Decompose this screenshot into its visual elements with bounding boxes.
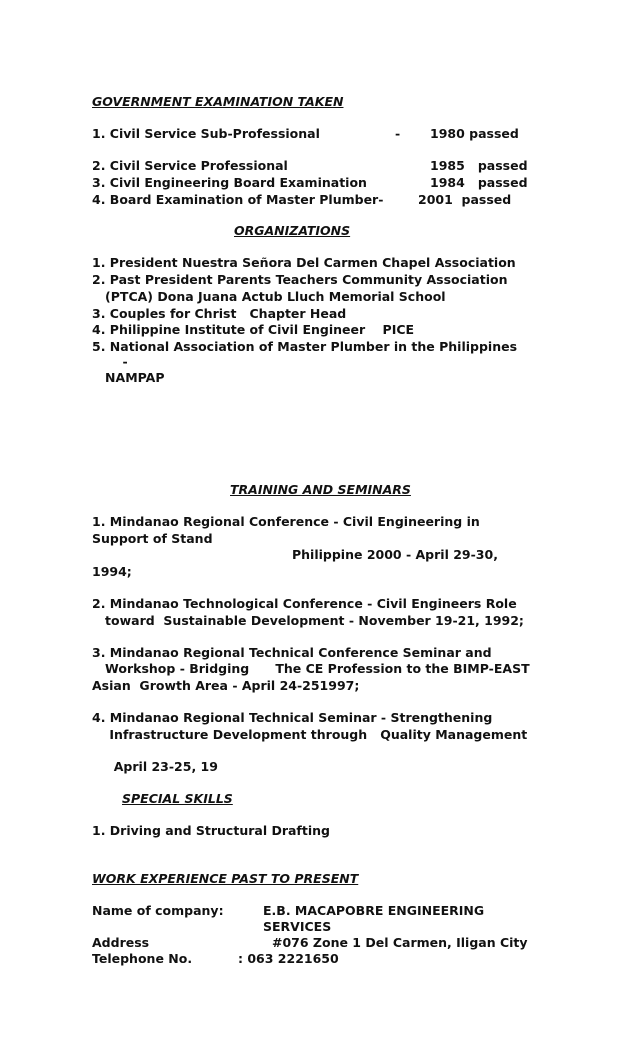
training-line-10: 4. Mindanao Regional Technical Seminar - Strengthening (92, 710, 493, 725)
training-line-7: 3. Mindanao Regional Technical Conference Seminar and (92, 645, 492, 660)
exam-item-1: 1. Civil Service Sub-Professional (92, 126, 320, 141)
org-line-7: - (92, 354, 128, 369)
phone-label: Telephone No. (92, 951, 193, 966)
training-line-4: 1994; (92, 564, 132, 579)
company-label: Name of company: (92, 903, 224, 918)
org-line-2: 2. Past President Parents Teachers Community Association (92, 272, 508, 287)
exam-heading: GOVERNMENT EXAMINATION TAKEN (92, 94, 344, 109)
org-line-6: 5. National Association of Master Plumber in the Philippines (92, 339, 518, 354)
phone-value: : 063 2221650 (238, 951, 339, 966)
training-line-2: Support of Stand (92, 531, 213, 546)
org-line-8: NAMPAP (92, 370, 165, 385)
address-value: #076 Zone 1 Del Carmen, Iligan City (272, 935, 528, 950)
exam-item-4-result: 2001 passed (418, 192, 512, 207)
work-heading: WORK EXPERIENCE PAST TO PRESENT (92, 871, 359, 886)
skills-heading: SPECIAL SKILLS (122, 791, 233, 806)
org-line-3: (PTCA) Dona Juana Actub Lluch Memorial School (92, 289, 446, 304)
address-label: Address (92, 935, 150, 950)
exam-item-4: 4. Board Examination of Master Plumber- (92, 192, 384, 207)
skills-line-1: 1. Driving and Structural Drafting (92, 823, 330, 838)
organizations-heading: ORGANIZATIONS (234, 223, 351, 238)
training-heading: TRAINING AND SEMINARS (230, 482, 411, 497)
training-line-5: 2. Mindanao Technological Conference - Civil Engineers Role (92, 596, 517, 611)
exam-item-2-result: 1985 passed (430, 158, 528, 173)
exam-item-1-result: 1980 passed (430, 126, 519, 141)
training-line-9: Asian Growth Area - April 24-251997; (92, 678, 360, 693)
org-line-4: 3. Couples for Christ Chapter Head (92, 306, 347, 321)
org-line-1: 1. President Nuestra Señora Del Carmen Chapel Association (92, 255, 516, 270)
exam-item-2: 2. Civil Service Professional (92, 158, 288, 173)
training-line-8: Workshop - Bridging The CE Profession to the BIMP-EAST (92, 661, 530, 676)
training-line-11: Infrastructure Development through Quality Management (92, 727, 528, 742)
exam-item-3: 3. Civil Engineering Board Examination (92, 175, 367, 190)
exam-item-1-dash: - (395, 126, 401, 141)
training-line-12: April 23-25, 19 (92, 759, 218, 774)
org-line-5: 4. Philippine Institute of Civil Engineer PICE (92, 322, 415, 337)
company-value-2: SERVICES (263, 919, 332, 934)
exam-item-3-result: 1984 passed (430, 175, 528, 190)
training-line-1: 1. Mindanao Regional Conference - Civil Engineering in (92, 514, 480, 529)
company-value-1: E.B. MACAPOBRE ENGINEERING (263, 903, 485, 918)
training-line-6: toward Sustainable Development - November 19-21, 1992; (92, 613, 524, 628)
training-line-3: Philippine 2000 - April 29-30, (292, 547, 498, 562)
